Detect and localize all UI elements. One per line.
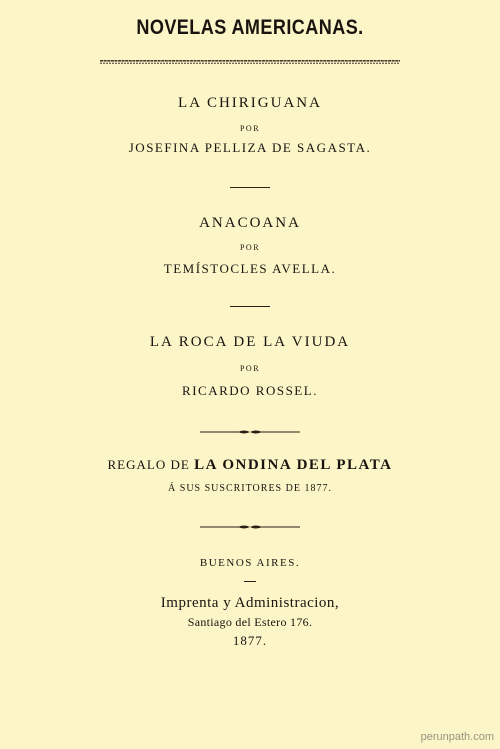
section-rule xyxy=(230,306,270,307)
title-double-rule xyxy=(100,60,400,64)
work-title-la-chiriguana: LA CHIRIGUANA xyxy=(178,95,322,111)
imprint-address: Santiago del Estero 176. xyxy=(187,615,313,629)
imprint-publisher: Imprenta y Administracion, xyxy=(160,595,340,611)
imprint-year: 1877. xyxy=(232,633,268,648)
work-por: POR xyxy=(239,364,261,373)
imprint-city: BUENOS AIRES. xyxy=(199,557,301,569)
ornamental-rule xyxy=(200,523,300,531)
ornamental-rule xyxy=(200,428,300,436)
watermark: perunpath.com xyxy=(420,731,494,743)
publication-name: LA ONDINA DEL PLATA xyxy=(194,457,393,473)
subscribers-line: Á SUS SUSCRITORES DE 1877. xyxy=(168,483,332,494)
work-title-la-roca-de-la-viuda: LA ROCA DE LA VIUDA xyxy=(149,334,351,350)
work-author: TEMÍSTOCLES AVELLA. xyxy=(163,261,337,276)
work-author: RICARDO ROSSEL. xyxy=(182,383,318,398)
work-author: JOSEFINA PELLIZA DE SAGASTA. xyxy=(128,140,372,155)
work-title-anacoana: ANACOANA xyxy=(199,215,301,231)
imprint-dash xyxy=(244,581,256,582)
main-title: NOVELAS AMERICANAS. xyxy=(136,16,364,39)
section-rule xyxy=(230,187,270,188)
regalo-line xyxy=(0,457,500,474)
work-por: POR xyxy=(239,124,261,133)
work-por: POR xyxy=(239,243,261,252)
regalo-prefix: REGALO DE xyxy=(107,457,190,472)
